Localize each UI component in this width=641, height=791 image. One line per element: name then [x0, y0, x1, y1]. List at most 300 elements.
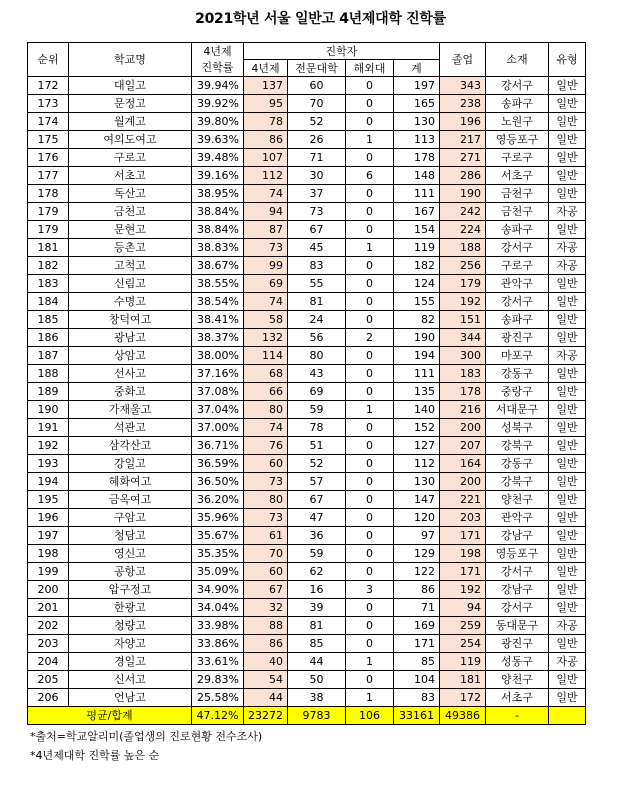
cell-school: 창덕여고	[69, 311, 192, 329]
cell-rate: 39.63%	[192, 131, 244, 149]
cell-overseas: 6	[346, 167, 394, 185]
cell-four-year: 73	[244, 239, 288, 257]
cell-rank: 179	[28, 221, 69, 239]
cell-graduates: 343	[440, 77, 486, 95]
cell-overseas: 1	[346, 239, 394, 257]
cell-type: 자공	[549, 257, 586, 275]
cell-rank: 192	[28, 437, 69, 455]
cell-overseas: 2	[346, 329, 394, 347]
cell-school: 등촌고	[69, 239, 192, 257]
cell-overseas: 0	[346, 113, 394, 131]
cell-overseas: 0	[346, 635, 394, 653]
total-four-year: 23272	[244, 707, 288, 725]
cell-four-year: 86	[244, 635, 288, 653]
cell-rank: 181	[28, 239, 69, 257]
cell-school: 자양고	[69, 635, 192, 653]
cell-college: 80	[288, 347, 346, 365]
cell-four-year: 60	[244, 455, 288, 473]
cell-sum: 165	[394, 95, 440, 113]
cell-graduates: 192	[440, 293, 486, 311]
cell-rate: 37.08%	[192, 383, 244, 401]
cell-college: 26	[288, 131, 346, 149]
cell-college: 55	[288, 275, 346, 293]
cell-rank: 206	[28, 689, 69, 707]
cell-rate: 38.84%	[192, 203, 244, 221]
cell-rate: 34.04%	[192, 599, 244, 617]
cell-overseas: 0	[346, 365, 394, 383]
cell-graduates: 196	[440, 113, 486, 131]
cell-overseas: 0	[346, 509, 394, 527]
cell-sum: 124	[394, 275, 440, 293]
cell-rate: 37.16%	[192, 365, 244, 383]
cell-school: 영신고	[69, 545, 192, 563]
cell-district: 강서구	[486, 599, 549, 617]
cell-rank: 188	[28, 365, 69, 383]
cell-type: 일반	[549, 437, 586, 455]
cell-graduates: 94	[440, 599, 486, 617]
cell-rate: 35.96%	[192, 509, 244, 527]
cell-overseas: 0	[346, 221, 394, 239]
cell-four-year: 70	[244, 545, 288, 563]
cell-district: 강남구	[486, 527, 549, 545]
cell-district: 강서구	[486, 293, 549, 311]
cell-four-year: 114	[244, 347, 288, 365]
cell-overseas: 0	[346, 311, 394, 329]
table-row	[28, 401, 586, 419]
cell-rank: 175	[28, 131, 69, 149]
cell-graduates: 178	[440, 383, 486, 401]
cell-district: 광진구	[486, 329, 549, 347]
cell-four-year: 74	[244, 185, 288, 203]
cell-sum: 127	[394, 437, 440, 455]
cell-type: 일반	[549, 95, 586, 113]
cell-school: 청량고	[69, 617, 192, 635]
cell-rate: 38.83%	[192, 239, 244, 257]
table-row	[28, 545, 586, 563]
cell-sum: 140	[394, 401, 440, 419]
table-row	[28, 383, 586, 401]
footnotes	[30, 727, 262, 765]
cell-college: 24	[288, 311, 346, 329]
cell-four-year: 60	[244, 563, 288, 581]
cell-district: 강동구	[486, 455, 549, 473]
cell-college: 78	[288, 419, 346, 437]
cell-graduates: 224	[440, 221, 486, 239]
cell-school: 신서고	[69, 671, 192, 689]
cell-graduates: 217	[440, 131, 486, 149]
cell-overseas: 0	[346, 257, 394, 275]
cell-college: 81	[288, 617, 346, 635]
cell-district: 성동구	[486, 653, 549, 671]
cell-type: 일반	[549, 149, 586, 167]
total-sum: 33161	[394, 707, 440, 725]
cell-overseas: 0	[346, 419, 394, 437]
cell-type: 일반	[549, 113, 586, 131]
table-row	[28, 257, 586, 275]
cell-type: 일반	[549, 383, 586, 401]
cell-four-year: 74	[244, 419, 288, 437]
cell-school: 석관고	[69, 419, 192, 437]
cell-district: 송파구	[486, 311, 549, 329]
cell-overseas: 0	[346, 599, 394, 617]
cell-district: 성북구	[486, 419, 549, 437]
cell-graduates: 242	[440, 203, 486, 221]
cell-type: 일반	[549, 545, 586, 563]
cell-type: 일반	[549, 131, 586, 149]
cell-rate: 33.61%	[192, 653, 244, 671]
cell-type: 일반	[549, 509, 586, 527]
cell-overseas: 1	[346, 689, 394, 707]
cell-overseas: 0	[346, 491, 394, 509]
cell-district: 구로구	[486, 149, 549, 167]
cell-type: 일반	[549, 77, 586, 95]
cell-rate: 39.92%	[192, 95, 244, 113]
cell-sum: 85	[394, 653, 440, 671]
cell-district: 서대문구	[486, 401, 549, 419]
table-row	[28, 617, 586, 635]
cell-type: 일반	[549, 419, 586, 437]
cell-four-year: 112	[244, 167, 288, 185]
header-rate-top: 4년제	[192, 43, 244, 60]
table-row	[28, 329, 586, 347]
cell-sum: 154	[394, 221, 440, 239]
cell-sum: 111	[394, 365, 440, 383]
cell-four-year: 68	[244, 365, 288, 383]
cell-overseas: 0	[346, 455, 394, 473]
table-row	[28, 599, 586, 617]
table-row	[28, 113, 586, 131]
cell-rate: 33.86%	[192, 635, 244, 653]
cell-graduates: 188	[440, 239, 486, 257]
table-row	[28, 473, 586, 491]
header-overseas: 해외대	[346, 60, 394, 77]
cell-rank: 193	[28, 455, 69, 473]
cell-district: 노원구	[486, 113, 549, 131]
cell-sum: 130	[394, 113, 440, 131]
cell-overseas: 0	[346, 275, 394, 293]
table-row	[28, 581, 586, 599]
cell-graduates: 172	[440, 689, 486, 707]
cell-rate: 37.00%	[192, 419, 244, 437]
cell-graduates: 183	[440, 365, 486, 383]
cell-rank: 190	[28, 401, 69, 419]
cell-district: 중랑구	[486, 383, 549, 401]
cell-four-year: 99	[244, 257, 288, 275]
cell-rate: 36.59%	[192, 455, 244, 473]
cell-four-year: 44	[244, 689, 288, 707]
cell-sum: 119	[394, 239, 440, 257]
cell-rate: 38.67%	[192, 257, 244, 275]
cell-college: 56	[288, 329, 346, 347]
cell-four-year: 74	[244, 293, 288, 311]
cell-rate: 38.41%	[192, 311, 244, 329]
table-row	[28, 221, 586, 239]
cell-overseas: 1	[346, 131, 394, 149]
cell-type: 자공	[549, 617, 586, 635]
cell-graduates: 119	[440, 653, 486, 671]
cell-sum: 82	[394, 311, 440, 329]
cell-overseas: 0	[346, 185, 394, 203]
cell-college: 70	[288, 95, 346, 113]
cell-rank: 194	[28, 473, 69, 491]
table-row	[28, 95, 586, 113]
total-rate: 47.12%	[192, 707, 244, 725]
cell-rate: 38.00%	[192, 347, 244, 365]
cell-school: 상암고	[69, 347, 192, 365]
cell-rank: 178	[28, 185, 69, 203]
cell-school: 금옥여고	[69, 491, 192, 509]
cell-sum: 155	[394, 293, 440, 311]
cell-rate: 38.95%	[192, 185, 244, 203]
cell-district: 송파구	[486, 221, 549, 239]
cell-graduates: 171	[440, 527, 486, 545]
cell-school: 한광고	[69, 599, 192, 617]
cell-rank: 200	[28, 581, 69, 599]
total-graduates: 49386	[440, 707, 486, 725]
cell-graduates: 216	[440, 401, 486, 419]
cell-type: 일반	[549, 473, 586, 491]
cell-rate: 35.35%	[192, 545, 244, 563]
cell-rank: 182	[28, 257, 69, 275]
header-sum: 계	[394, 60, 440, 77]
cell-sum: 194	[394, 347, 440, 365]
table-row	[28, 77, 586, 95]
cell-sum: 148	[394, 167, 440, 185]
footnote-source: *출처=학교알리미(졸업생의 진로현황 전수조사)	[30, 730, 263, 743]
cell-graduates: 200	[440, 473, 486, 491]
cell-district: 광진구	[486, 635, 549, 653]
cell-type: 일반	[549, 491, 586, 509]
cell-sum: 197	[394, 77, 440, 95]
cell-rate: 36.20%	[192, 491, 244, 509]
cell-overseas: 1	[346, 401, 394, 419]
cell-graduates: 181	[440, 671, 486, 689]
cell-college: 67	[288, 491, 346, 509]
cell-district: 양천구	[486, 671, 549, 689]
cell-sum: 167	[394, 203, 440, 221]
table-row	[28, 275, 586, 293]
cell-sum: 190	[394, 329, 440, 347]
table-header	[28, 43, 586, 77]
cell-rank: 196	[28, 509, 69, 527]
cell-graduates: 179	[440, 275, 486, 293]
cell-district: 강서구	[486, 563, 549, 581]
cell-graduates: 221	[440, 491, 486, 509]
cell-four-year: 73	[244, 473, 288, 491]
cell-four-year: 95	[244, 95, 288, 113]
table-row	[28, 419, 586, 437]
cell-district: 구로구	[486, 257, 549, 275]
cell-sum: 83	[394, 689, 440, 707]
cell-overseas: 3	[346, 581, 394, 599]
table-row	[28, 455, 586, 473]
cell-rank: 199	[28, 563, 69, 581]
cell-sum: 135	[394, 383, 440, 401]
cell-college: 60	[288, 77, 346, 95]
cell-overseas: 0	[346, 437, 394, 455]
cell-graduates: 300	[440, 347, 486, 365]
total-row	[28, 707, 586, 725]
header-school: 학교명	[69, 43, 192, 77]
cell-sum: 71	[394, 599, 440, 617]
cell-type: 자공	[549, 239, 586, 257]
cell-rate: 38.55%	[192, 275, 244, 293]
cell-school: 삼각산고	[69, 437, 192, 455]
cell-overseas: 0	[346, 203, 394, 221]
cell-sum: 152	[394, 419, 440, 437]
cell-college: 37	[288, 185, 346, 203]
cell-rate: 38.84%	[192, 221, 244, 239]
table-row	[28, 203, 586, 221]
cell-rank: 179	[28, 203, 69, 221]
cell-district: 서초구	[486, 689, 549, 707]
cell-district: 양천구	[486, 491, 549, 509]
cell-school: 서초고	[69, 167, 192, 185]
cell-rank: 189	[28, 383, 69, 401]
cell-college: 51	[288, 437, 346, 455]
cell-school: 독산고	[69, 185, 192, 203]
cell-four-year: 69	[244, 275, 288, 293]
cell-type: 일반	[549, 563, 586, 581]
cell-college: 57	[288, 473, 346, 491]
cell-rank: 177	[28, 167, 69, 185]
cell-sum: 111	[394, 185, 440, 203]
cell-rank: 203	[28, 635, 69, 653]
cell-college: 71	[288, 149, 346, 167]
cell-graduates: 203	[440, 509, 486, 527]
cell-type: 일반	[549, 527, 586, 545]
cell-school: 여의도여고	[69, 131, 192, 149]
total-type	[549, 707, 586, 725]
cell-sum: 182	[394, 257, 440, 275]
cell-graduates: 271	[440, 149, 486, 167]
table-row	[28, 491, 586, 509]
cell-type: 자공	[549, 203, 586, 221]
footnote-order: *4년제대학 진학률 높은 순	[30, 749, 160, 762]
cell-overseas: 0	[346, 293, 394, 311]
cell-district: 서초구	[486, 167, 549, 185]
cell-type: 일반	[549, 275, 586, 293]
table-row	[28, 131, 586, 149]
cell-sum: 122	[394, 563, 440, 581]
header-district: 소재	[486, 43, 549, 77]
cell-college: 39	[288, 599, 346, 617]
cell-district: 영등포구	[486, 131, 549, 149]
cell-rate: 37.04%	[192, 401, 244, 419]
cell-graduates: 344	[440, 329, 486, 347]
cell-type: 일반	[549, 365, 586, 383]
cell-sum: 120	[394, 509, 440, 527]
cell-school: 수명고	[69, 293, 192, 311]
cell-rate: 35.67%	[192, 527, 244, 545]
cell-sum: 86	[394, 581, 440, 599]
cell-rank: 172	[28, 77, 69, 95]
cell-four-year: 78	[244, 113, 288, 131]
cell-rank: 197	[28, 527, 69, 545]
cell-school: 광남고	[69, 329, 192, 347]
cell-school: 청담고	[69, 527, 192, 545]
cell-four-year: 80	[244, 491, 288, 509]
cell-four-year: 94	[244, 203, 288, 221]
cell-college: 73	[288, 203, 346, 221]
cell-college: 81	[288, 293, 346, 311]
cell-school: 문현고	[69, 221, 192, 239]
cell-type: 일반	[549, 581, 586, 599]
cell-rate: 39.94%	[192, 77, 244, 95]
cell-college: 16	[288, 581, 346, 599]
cell-overseas: 0	[346, 95, 394, 113]
cell-four-year: 88	[244, 617, 288, 635]
cell-overseas: 0	[346, 383, 394, 401]
cell-graduates: 259	[440, 617, 486, 635]
cell-sum: 171	[394, 635, 440, 653]
cell-graduates: 171	[440, 563, 486, 581]
cell-rank: 195	[28, 491, 69, 509]
cell-school: 고척고	[69, 257, 192, 275]
cell-sum: 129	[394, 545, 440, 563]
cell-four-year: 32	[244, 599, 288, 617]
cell-district: 영등포구	[486, 545, 549, 563]
cell-rank: 176	[28, 149, 69, 167]
cell-sum: 113	[394, 131, 440, 149]
cell-school: 중화고	[69, 383, 192, 401]
cell-college: 59	[288, 401, 346, 419]
cell-overseas: 0	[346, 347, 394, 365]
cell-graduates: 192	[440, 581, 486, 599]
table-row	[28, 509, 586, 527]
header-college: 전문대학	[288, 60, 346, 77]
table-row	[28, 689, 586, 707]
table-row	[28, 239, 586, 257]
cell-type: 자공	[549, 347, 586, 365]
cell-overseas: 0	[346, 563, 394, 581]
cell-college: 36	[288, 527, 346, 545]
cell-sum: 147	[394, 491, 440, 509]
cell-college: 47	[288, 509, 346, 527]
cell-four-year: 132	[244, 329, 288, 347]
cell-school: 가재울고	[69, 401, 192, 419]
total-label: 평균/합계	[28, 707, 192, 725]
table-body	[28, 77, 586, 707]
cell-four-year: 86	[244, 131, 288, 149]
cell-overseas: 0	[346, 473, 394, 491]
admission-table	[27, 42, 586, 725]
cell-type: 일반	[549, 311, 586, 329]
cell-graduates: 254	[440, 635, 486, 653]
cell-sum: 112	[394, 455, 440, 473]
cell-type: 일반	[549, 329, 586, 347]
table-row	[28, 293, 586, 311]
cell-district: 강북구	[486, 473, 549, 491]
cell-rank: 174	[28, 113, 69, 131]
cell-type: 일반	[549, 401, 586, 419]
table-row	[28, 563, 586, 581]
cell-school: 압구정고	[69, 581, 192, 599]
cell-four-year: 67	[244, 581, 288, 599]
cell-type: 일반	[549, 167, 586, 185]
cell-college: 45	[288, 239, 346, 257]
cell-college: 85	[288, 635, 346, 653]
header-four-year: 4년제	[244, 60, 288, 77]
cell-college: 59	[288, 545, 346, 563]
cell-rank: 191	[28, 419, 69, 437]
table-row	[28, 365, 586, 383]
cell-district: 강남구	[486, 581, 549, 599]
cell-sum: 169	[394, 617, 440, 635]
cell-school: 선사고	[69, 365, 192, 383]
table-row	[28, 437, 586, 455]
cell-rate: 38.54%	[192, 293, 244, 311]
